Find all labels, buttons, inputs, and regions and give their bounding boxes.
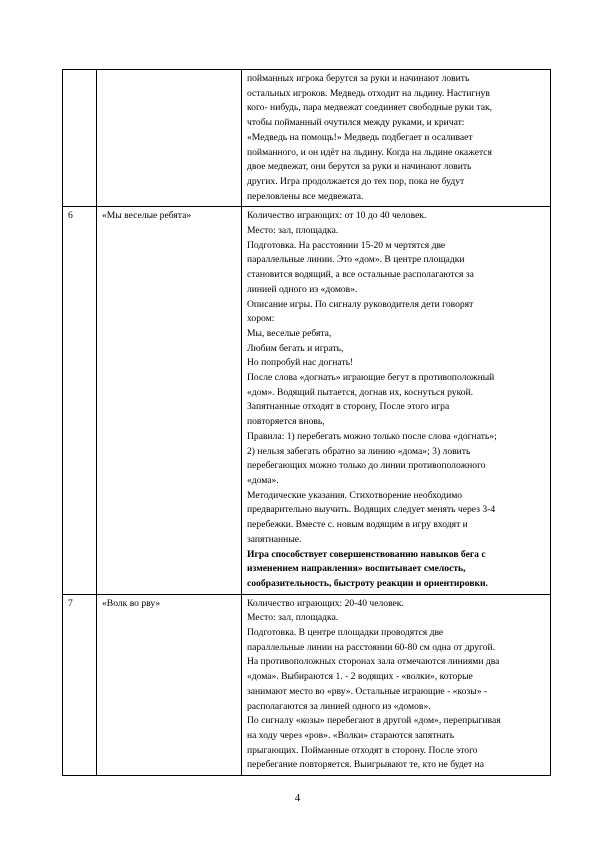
game-description-cell [242, 70, 551, 207]
game-name: «Мы веселые ребята» [102, 210, 192, 222]
description-line: Место: зал, площадка. [247, 612, 339, 624]
description-line: занимают место во «рву». Остальные играющие - «козы» - [247, 685, 488, 697]
description-line: Мы, веселые ребята, [247, 327, 332, 339]
description-line: чтобы пойманный очутился между руками, и кричат: [247, 117, 465, 129]
description-line: на ходу через «ров». «Волки» стараются запятнать [247, 729, 455, 741]
description-line: «дома». [247, 474, 279, 486]
game-number-cell [63, 594, 97, 775]
games-table [62, 69, 551, 776]
description-line: Правила: 1) перебегать можно только после слова «догнать»; [247, 430, 497, 442]
table-row [63, 594, 551, 775]
description-line: Методические указания. Стихотворение необходимо [247, 489, 463, 501]
game-name-cell [97, 207, 242, 594]
description-line: По сигналу «козы» перебегают в другой «дом», перепрыгивая [247, 715, 501, 727]
description-line: Количество играющих: от 10 до 40 человек. [247, 210, 427, 222]
description-line: переловлены все медвежата. [247, 190, 364, 202]
description-line: На противоположных сторонах зала отмечаются линиями два [247, 656, 500, 668]
description-line: прыгающих. Пойманные отходят в сторону. После этого [247, 744, 478, 756]
game-description-cell [242, 594, 551, 775]
description-line: Место: зал, площадка. [247, 225, 339, 237]
description-line: пойманного, и он идёт на льдину. Когда на льдине окажется [247, 146, 492, 158]
games-table-body [63, 70, 551, 776]
table-row [63, 207, 551, 594]
description-line: «дом». Водящий пытается, догнав их, коснуться рукой. [247, 386, 474, 398]
game-name-cell [97, 594, 242, 775]
description-line: Подготовка. На расстоянии 15-20 м чертятся две [247, 239, 446, 251]
description-bold-line: Игра способствует совершенствованию навыков бега с [247, 548, 486, 560]
description-line: располагаются за линией одного из «домов». [247, 700, 431, 712]
description-line: После слова «догнать» играющие бегут в противоположный [247, 372, 495, 384]
description-line: перебегание повторяется. Выигрывают те, кто не будет на [247, 759, 485, 771]
description-line: остальных игроков. Медведь отходит на льдину. Настигнув [247, 87, 490, 99]
game-number: 7 [68, 597, 73, 609]
description-line: «Медведь на помощь!» Медведь подбегает и осаливает [247, 131, 473, 143]
description-line: Но попробуй нас догнать! [247, 357, 354, 369]
game-description-cell [242, 207, 551, 594]
description-line: становится водящий, а все остальные располагаются за [247, 269, 474, 281]
description-line: перебежки. Вместе с. новым водящим в игру входят и [247, 519, 468, 531]
page-number: 4 [294, 792, 301, 804]
description-line: Описание игры. По сигналу руководителя дети говорят [247, 298, 474, 310]
description-line: хором: [247, 313, 275, 325]
description-line: двое медвежат, они берутся за руки и начинают ловить [247, 161, 472, 173]
description-line: Количество играющих: 20-40 человек. [247, 597, 404, 609]
game-name: «Волк во рву» [102, 597, 161, 609]
description-line: «дома». Выбираются 1. - 2 водящих - «волки», которые [247, 671, 473, 683]
description-bold-line: изменением направления» воспитывает смелость, [247, 563, 466, 575]
description-line: Запятнанные отходят в сторону, После этого игра [247, 401, 450, 413]
description-line: других. Игра продолжается до тех пор, пока не будут [247, 175, 465, 187]
game-name-cell [97, 70, 242, 207]
description-line: параллельные линии на расстоянии 60-80 см одна от другой. [247, 641, 496, 653]
table-row [63, 70, 551, 207]
description-line: параллельные линии. Это «дом». В центре площадки [247, 254, 465, 266]
game-number-cell [63, 70, 97, 207]
game-number-cell [63, 207, 97, 594]
description-line: линией одного из «домов». [247, 283, 358, 295]
description-line: Любим бегать и играть, [247, 342, 344, 354]
description-line: пойманных игрока берутся за руки и начинают ловить [247, 73, 470, 84]
description-line: запятнанные. [247, 533, 302, 545]
game-number: 6 [68, 210, 73, 222]
description-line: перебегающих можно только до линии противоположного [247, 460, 486, 472]
description-bold-line: сообразительность, быстроту реакции и ориентировки. [247, 577, 488, 589]
description-line: кого- нибудь, пара медвежат соединяет свободные руки так, [247, 102, 493, 114]
description-line: повторяется вновь, [247, 416, 325, 428]
description-line: предварительно выучить. Водящих следует менять через 3-4 [247, 504, 496, 516]
description-line: Подготовка. В центре площадки проводятся две [247, 627, 444, 639]
description-line: 2) нельзя забегать обратно за линию «дома»; 3) ловить [247, 445, 471, 457]
